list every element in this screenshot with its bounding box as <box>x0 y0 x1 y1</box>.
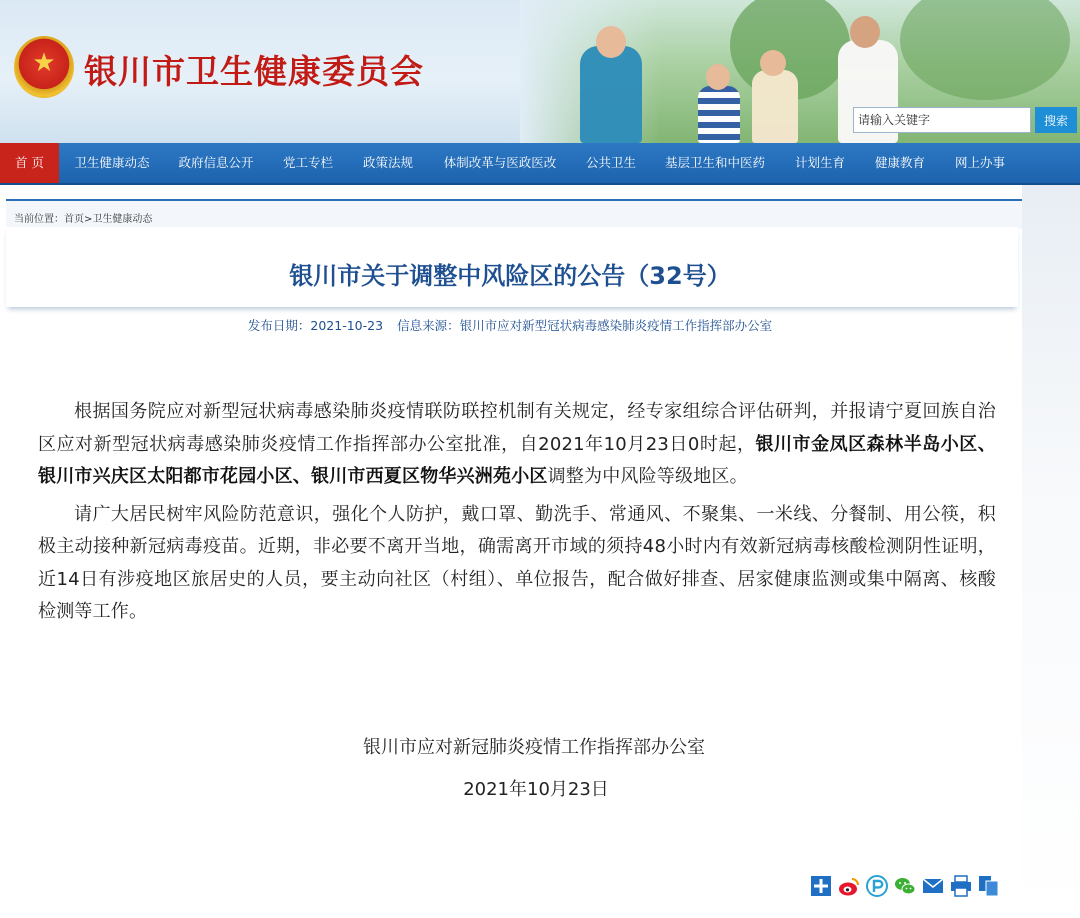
national-emblem-icon: ★ <box>14 36 74 98</box>
date-label: 发布日期： <box>247 318 311 333</box>
affected-areas: 银川市金凤区森林半岛小区、银川市兴庆区太阳都市花园小区、银川市西夏区物华兴洲苑小区 <box>38 433 996 487</box>
main-nav <box>0 143 1080 185</box>
nav-item-reform[interactable]: 体制改革与医政医改 <box>443 155 557 170</box>
search-input[interactable] <box>853 107 1031 133</box>
breadcrumb-home-link[interactable]: 首页 <box>64 214 84 225</box>
breadcrumb-prefix: 当前位置： <box>14 214 64 225</box>
paragraph-2: 请广大居民树牢风险防范意识，强化个人防护，戴口罩、勤洗手、常通风、不聚集、一米线、分餐制、用公筷，积极主动接种新冠病毒疫苗。近期，非必要不离开当地，确需离开市域的须持48小时内有效新冠病毒核酸检测阴性证明，近14日有涉疫地区旅居史的人员，要主动向社区（村组）、单位报告，配合做好排查、居家健康监测或集中隔离、核酸检测等工作。 <box>38 503 996 622</box>
publish-date: 2021-10-23 <box>310 318 384 333</box>
breadcrumb-bar <box>6 199 1022 229</box>
signature: 银川市应对新冠肺炎疫情工作指挥部办公室 <box>363 737 705 758</box>
print-icon[interactable] <box>950 875 972 897</box>
paragraph-1: 根据国务院应对新型冠状病毒感染肺炎疫情联防联控机制有关规定，经专家组综合评估研判，并报请宁夏回族自治区应对新型冠状病毒感染肺炎疫情工作指挥部办公室批准，自2021年10月23日0时起，银川市金凤区森林半岛小区、银川市兴庆区太阳都市花园小区、银川市西夏区物华兴洲苑小区调整为中风险等级地区。 <box>38 401 996 487</box>
article-meta <box>0 316 1020 334</box>
source-label: 信息来源： <box>397 318 460 333</box>
source-value: 银川市应对新型冠状病毒感染肺炎疫情工作指挥部办公室 <box>459 318 773 333</box>
article-title: 银川市关于调整中风险区的公告（32号） <box>289 262 731 290</box>
search-button[interactable]: 搜索 <box>1035 107 1077 133</box>
nav-item-party[interactable]: 党工专栏 <box>282 155 333 170</box>
nav-item-family-planning[interactable]: 计划生育 <box>794 155 845 170</box>
header-banner <box>0 0 1080 143</box>
nav-item-health-education[interactable]: 健康教育 <box>874 155 925 170</box>
breadcrumb <box>14 210 152 225</box>
weibo-icon[interactable] <box>838 875 860 897</box>
wechat-icon[interactable] <box>894 875 916 897</box>
nav-item-policy[interactable]: 政策法规 <box>362 155 413 170</box>
nav-item-gov-info[interactable]: 政府信息公开 <box>178 155 254 170</box>
email-icon[interactable] <box>922 875 944 897</box>
nav-item-primary-care[interactable]: 基层卫生和中医药 <box>664 155 765 170</box>
article-body <box>38 396 996 629</box>
copy-icon[interactable] <box>978 875 1000 897</box>
breadcrumb-section-link[interactable]: 卫生健康动态 <box>92 214 153 225</box>
nav-item-online-services[interactable]: 网上办事 <box>954 155 1005 170</box>
nav-item-health-news[interactable]: 卫生健康动态 <box>74 155 150 170</box>
pengyou-icon[interactable] <box>866 875 888 897</box>
nav-item-home[interactable]: 首 页 <box>0 143 59 183</box>
nav-item-public-health[interactable]: 公共卫生 <box>585 155 636 170</box>
site-title: 银川市卫生健康委员会 <box>84 52 424 91</box>
breadcrumb-separator: > <box>84 214 93 225</box>
page-background-strip <box>1022 185 1080 918</box>
add-icon[interactable] <box>810 875 832 897</box>
signature-date: 2021年10月23日 <box>463 779 609 800</box>
